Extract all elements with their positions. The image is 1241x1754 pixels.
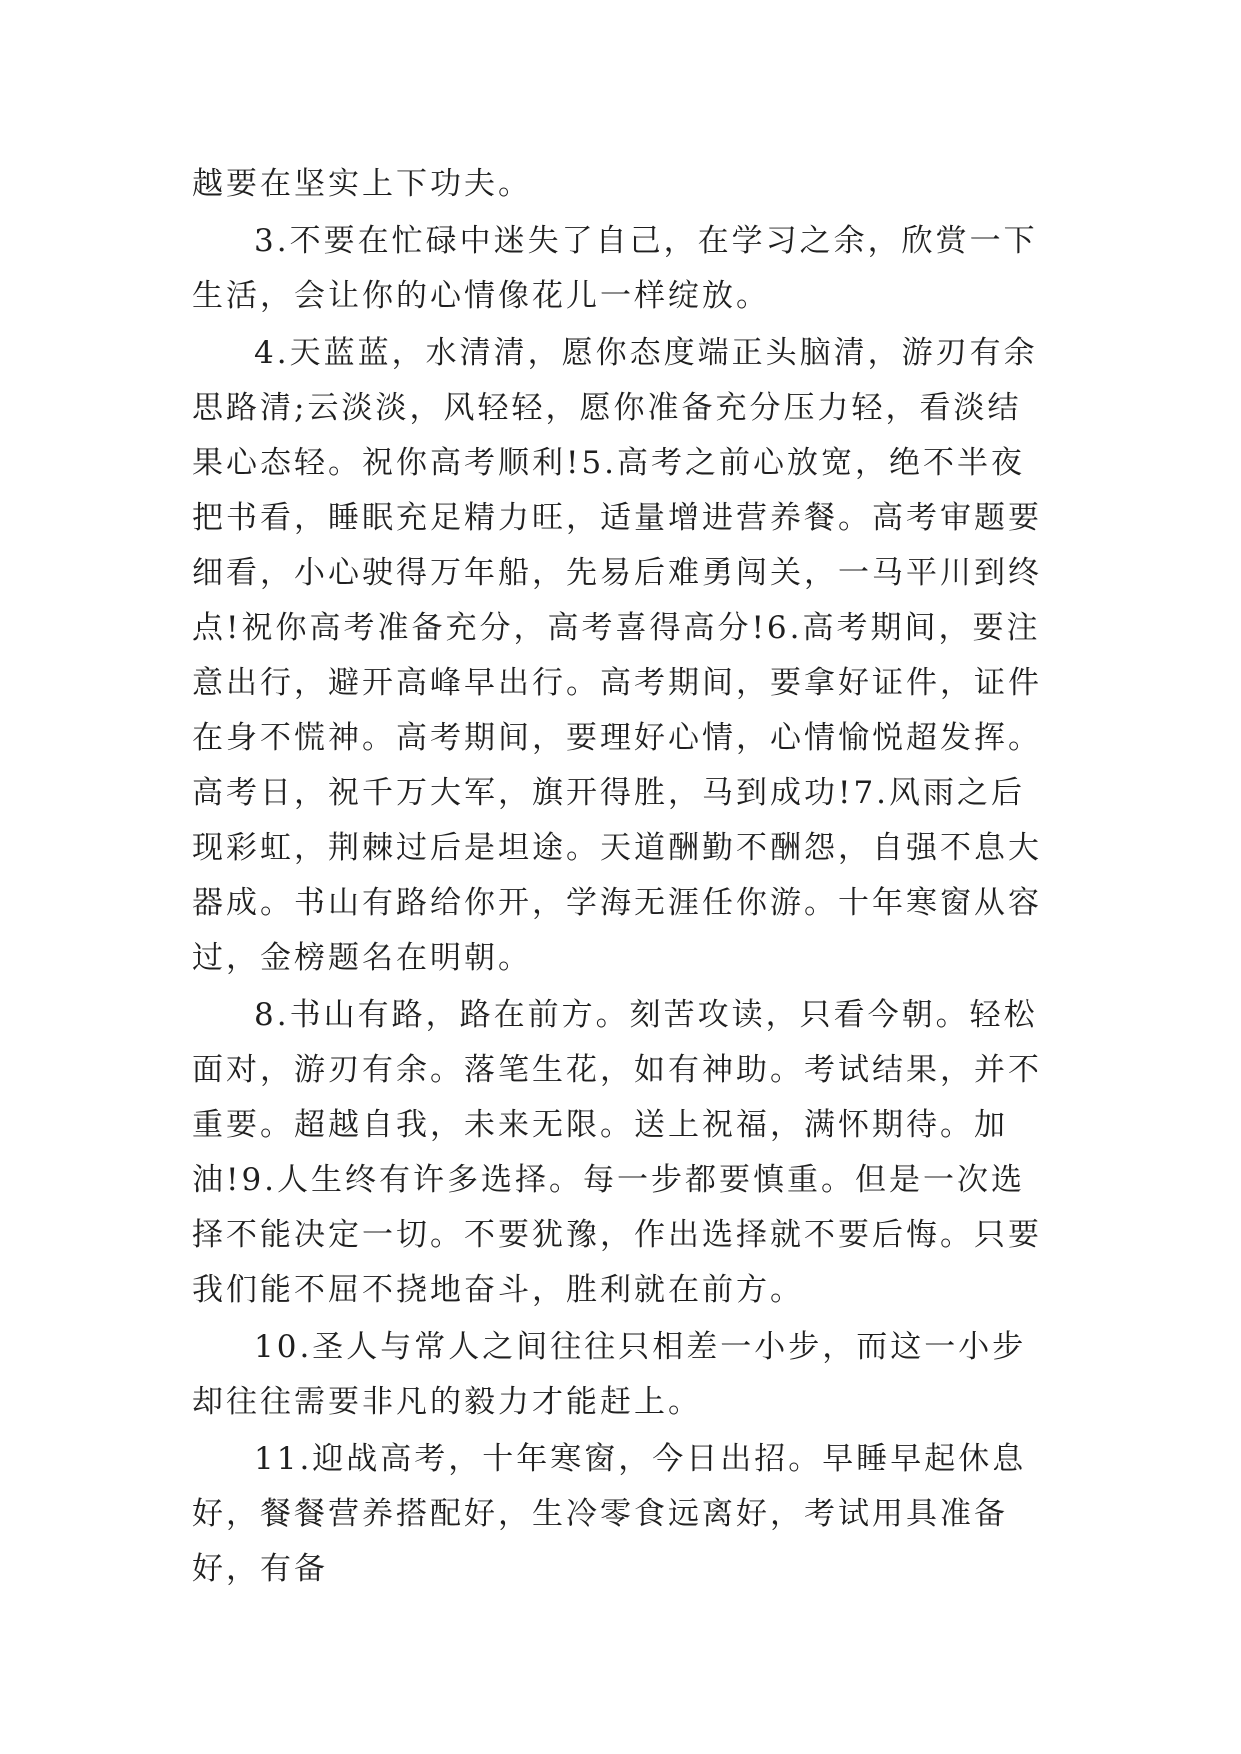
paragraph-item-11: 11.迎战高考，十年寒窗，今日出招。早睡早起休息好，餐餐营养搭配好，生冷零食远离好，考试用具准备好，有备 <box>192 1441 1027 1587</box>
paragraph-item-10: 10.圣人与常人之间往往只相差一小步，而这一小步却往往需要非凡的毅力才能赶上。 <box>192 1329 1027 1420</box>
paragraph-continuation: 越要在坚实上下功夫。 <box>192 166 532 202</box>
paragraph-item-3: 3.不要在忙碌中迷失了自己，在学习之余，欣赏一下生活，会让你的心情像花儿一样绽放。 <box>192 223 1038 314</box>
paragraph-items-4-7: 4.天蓝蓝，水清清，愿你态度端正头脑清，游刃有余思路清;云淡淡，风轻轻，愿你准备充分压力轻，看淡结果心态轻。祝你高考顺利!5.高考之前心放宽，绝不半夜把书看，睡眠充足精力旺，适量增进营养餐。高考审题要细看，小心驶得万年船，先易后难勇闯关，一马平川到终点!祝你高考准备充分，高考喜得高分!6.高考期间，要注意出行，避开高峰早出行。高考期间，要拿好证件，证件在身不慌神。高考期间，要理好心情，心情愉悦超发挥。高考日，祝千万大军，旗开得胜，马到成功!7.风雨之后现彩虹，荆棘过后是坦途。天道酬勤不酬怨，自强不息大器成。书山有路给你开，学海无涯任你游。十年寒窗从容过，金榜题名在明朝。 <box>192 335 1042 976</box>
document-body <box>192 157 1052 1599</box>
paragraph-items-8-9: 8.书山有路，路在前方。刻苦攻读，只看今朝。轻松面对，游刃有余。落笔生花，如有神助。考试结果，并不重要。超越自我，未来无限。送上祝福，满怀期待。加油!9.人生终有许多选择。每一步都要慎重。但是一次选择不能决定一切。不要犹豫，作出选择就不要后悔。只要我们能不屈不挠地奋斗，胜利就在前方。 <box>192 997 1042 1308</box>
